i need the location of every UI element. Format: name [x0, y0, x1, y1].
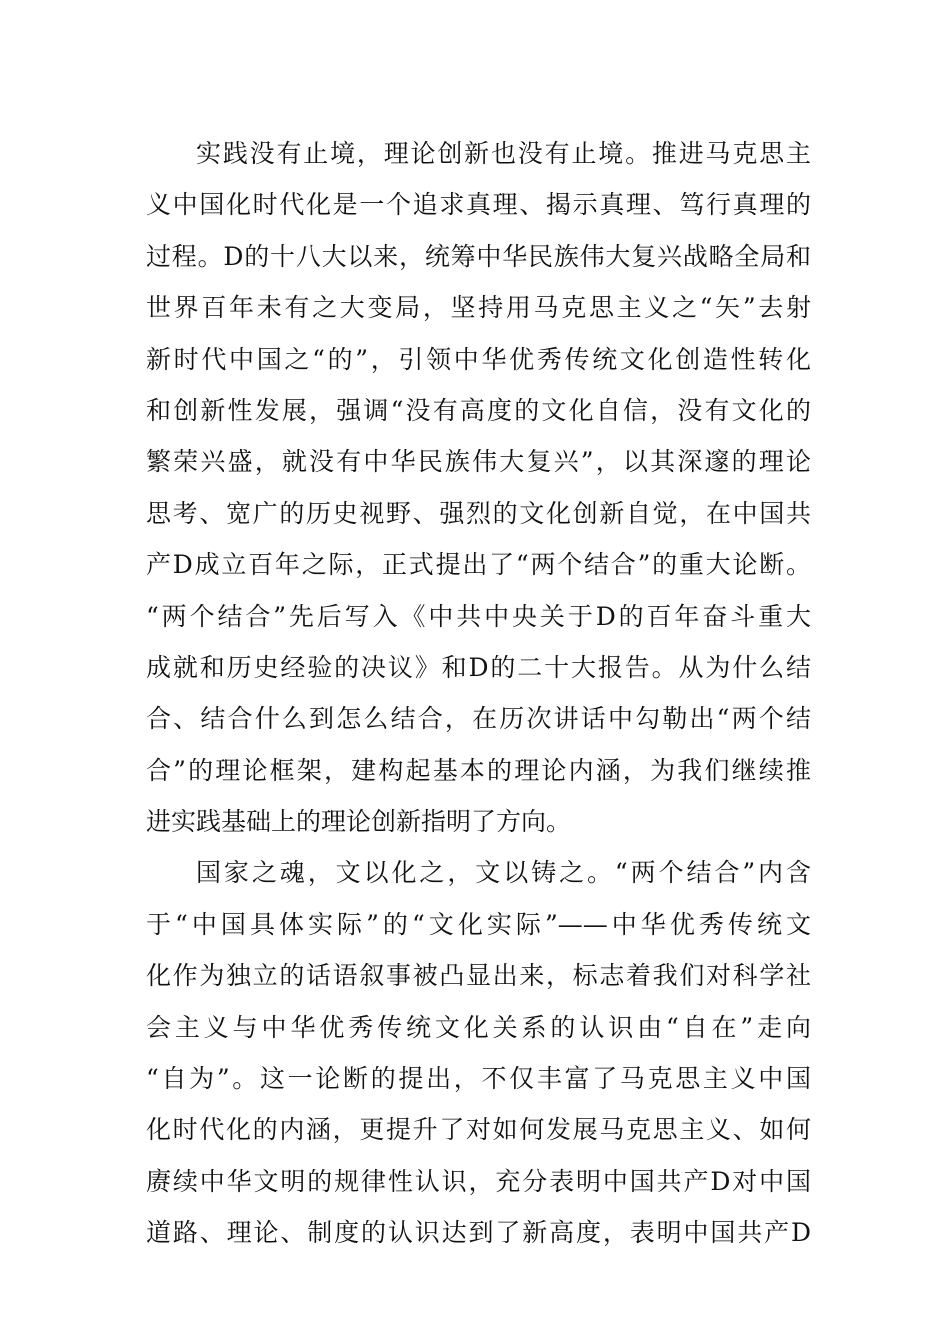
text-line: 化时代化的内涵，更提升了对如何发展马克思主义、如何 — [146, 1115, 811, 1145]
text-line: 世界百年未有之大变局，坚持用马克思主义之“矢”去射 — [146, 293, 811, 323]
document-body — [146, 128, 811, 1259]
text-line: 成就和历史经验的决议》和D的二十大报告。从为什么结 — [146, 652, 811, 682]
text-line: 进实践基础上的理论创新指明了方向。 — [146, 807, 572, 837]
text-line: 合”的理论框架，建构起基本的理论内涵，为我们继续推 — [146, 755, 811, 785]
paragraph-1 — [146, 128, 811, 847]
text-line: 合、结合什么到怎么结合，在历次讲话中勾勒出“两个结 — [146, 704, 811, 734]
text-line: 产D成立百年之际，正式提出了“两个结合”的重大论断。 — [146, 550, 811, 580]
text-line: 义中国化时代化是一个追求真理、揭示真理、笃行真理的 — [146, 190, 811, 220]
text-line: 思考、宽广的历史视野、强烈的文化创新自觉，在中国共 — [146, 498, 811, 528]
text-line: 和创新性发展，强调“没有高度的文化自信，没有文化的 — [146, 395, 811, 425]
text-line: 新时代中国之“的”，引领中华优秀传统文化创造性转化 — [146, 344, 811, 374]
paragraph-2 — [146, 847, 811, 1258]
text-line: 赓续中华文明的规律性认识，充分表明中国共产D对中国 — [146, 1166, 811, 1196]
text-line: “两个结合”先后写入《中共中央关于D的百年奋斗重大 — [146, 601, 811, 631]
text-line: 于“中国具体实际”的“文化实际”——中华优秀传统文 — [146, 909, 811, 939]
text-line: 化作为独立的话语叙事被凸显出来，标志着我们对科学社 — [146, 961, 811, 991]
text-line: 实践没有止境，理论创新也没有止境。推进马克思主 — [196, 139, 811, 168]
text-line: 国家之魂，文以化之，文以铸之。“两个结合”内含 — [196, 858, 811, 888]
text-line: 繁荣兴盛，就没有中华民族伟大复兴”，以其深邃的理论 — [146, 447, 811, 477]
text-line: 过程。D的十八大以来，统筹中华民族伟大复兴战略全局和 — [146, 241, 811, 271]
text-line: “自为”。这一论断的提出，不仅丰富了马克思主义中国 — [146, 1064, 811, 1094]
text-line: 道路、理论、制度的认识达到了新高度，表明中国共产D — [146, 1218, 811, 1248]
text-line: 会主义与中华优秀传统文化关系的认识由“自在”走向 — [146, 1012, 811, 1042]
